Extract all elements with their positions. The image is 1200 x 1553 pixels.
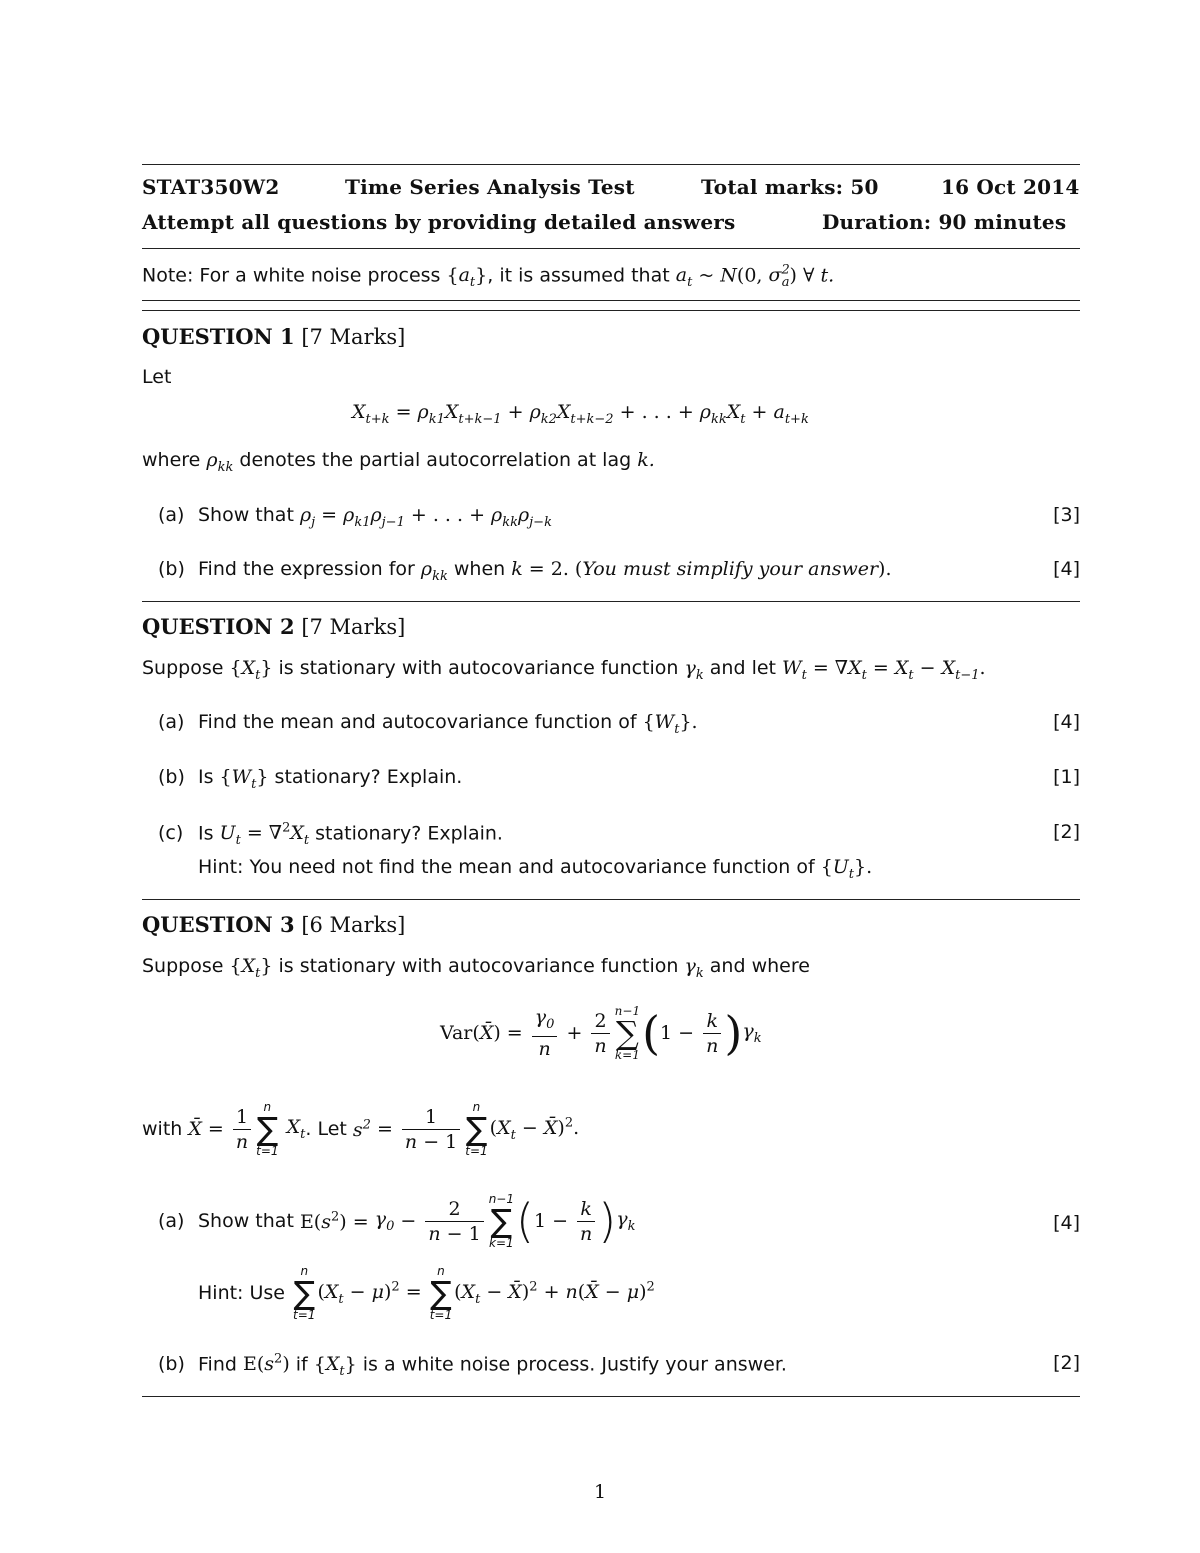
q3-marks: [6 Marks] xyxy=(301,913,406,937)
q2-b-marks: [1] xyxy=(1053,766,1080,788)
q3-hint-text: Hint: Use xyxy=(198,1282,292,1304)
q1-part-a: (a) Show that $\rho_j = \rho_{k1}\rho_{j-1}$ + . . . + $\rho_{kk}\rho_{j-k}$ xyxy=(158,504,552,530)
q1-b-marks: [4] xyxy=(1053,558,1080,580)
q3-part-b: (b) Find $E(s^2)$ if $\{X_t\}$ is a white noise process. Justify your answer. xyxy=(158,1352,787,1380)
q2-part-c: (c) Is $U_t = \nabla^2X_t$ stationary? Explain. xyxy=(158,821,503,849)
header-bottom-rule xyxy=(142,248,1080,249)
test-title: Time Series Analysis Test xyxy=(345,175,635,199)
total-marks: Total marks: 50 xyxy=(701,175,879,199)
q2-intro-prefix: Suppose xyxy=(142,657,230,679)
q2-intro: Suppose $\{X_t\}$ is stationary with autocovariance function $\gamma_k$ and let $W_t = \nabla X_t = X_t - X_{t-1}$. xyxy=(142,657,986,683)
q1-where-suffix: denotes the partial autocorrelation at lag xyxy=(233,449,638,471)
q2-c-hint-text: Hint: You need not find the mean and autocovariance function of xyxy=(198,856,821,878)
white-noise-note: Note: For a white noise process $\{a_t\}$, it is assumed that $a_t$ ~ N(0, $\sigma^2_a$) ∀ t. xyxy=(142,263,835,291)
q2-a-text: Find the mean and autocovariance function of xyxy=(198,711,643,733)
q2-end-rule xyxy=(142,899,1080,900)
q2-marks: [7 Marks] xyxy=(301,615,406,639)
q3-end-rule xyxy=(142,1396,1080,1397)
q1-b-emphasis: You must simplify your answer xyxy=(582,558,879,580)
q3-intro-mid: is stationary with autocovariance function xyxy=(272,955,685,977)
test-date: 16 Oct 2014 xyxy=(941,175,1080,199)
q3-heading: QUESTION 3 xyxy=(142,912,295,937)
q3-a-label: (a) xyxy=(158,1210,185,1232)
q3-a-hint: Hint: Use n ∑ t=1 $(X_t - \mu)^2$ = n ∑ t=1 ($X_t$ − X̄)$^2$ + n(X̄ − μ)$^2$ xyxy=(198,1264,655,1322)
q3-intro: Suppose $\{X_t\}$ is stationary with autocovariance function $\gamma_k$ and where xyxy=(142,955,810,981)
q1-b-label: (b) xyxy=(158,558,185,580)
q3-b-label: (b) xyxy=(158,1353,185,1376)
q2-intro-and: and let xyxy=(703,657,783,679)
page-number: 1 xyxy=(593,1481,607,1503)
note-prefix: Note: For a white noise process xyxy=(142,264,447,287)
question-2-title xyxy=(142,614,405,639)
question-3-title xyxy=(142,912,405,937)
q2-part-a: (a) Find the mean and autocovariance function of $\{W_t\}$. xyxy=(158,711,698,737)
q1-where: where $\rho_{kk}$ denotes the partial autocorrelation at lag k. xyxy=(142,449,655,475)
course-code: STAT350W2 xyxy=(142,175,280,199)
q1-equation: $X_{t+k} = \rho_{k1}X_{t+k-1} + \rho_{k2}X_{t+k-2}$ + . . . + $\rho_{kk}X_t + a_{t+k}$ xyxy=(352,401,809,427)
q3-variance-equation: Var(X̄) = $\frac{\gamma_0}{n}$ + $\frac{2}{n}$ n−1 ∑ k=1 (1 − $\frac{k}{n}$ )$\gamma_k$ xyxy=(440,1004,762,1062)
q3-b-text-pre: Find xyxy=(198,1353,243,1376)
q3-b-text-mid: if xyxy=(289,1353,314,1376)
q1-b-text: Find the expression for xyxy=(198,558,421,580)
q1-a-label: (a) xyxy=(158,504,185,526)
q3-a-marks: [4] xyxy=(1053,1212,1080,1234)
q2-intro-mid: is stationary with autocovariance function xyxy=(272,657,685,679)
q3-intro-prefix: Suppose xyxy=(142,955,230,977)
q3-let-text: . Let xyxy=(305,1118,353,1140)
q3-b-text-post: is a white noise process. Justify your answer. xyxy=(356,1353,787,1376)
q2-heading: QUESTION 2 xyxy=(142,614,295,639)
note-rule-2 xyxy=(142,310,1080,311)
q2-a-marks: [4] xyxy=(1053,711,1080,733)
q2-b-text-post: stationary? Explain. xyxy=(268,766,463,788)
question-1-title xyxy=(142,324,405,349)
q2-c-text-pre: Is xyxy=(198,822,220,845)
q2-c-marks: [2] xyxy=(1053,821,1080,843)
header-top-rule xyxy=(142,164,1080,165)
q3-a-text: Show that xyxy=(198,1210,300,1232)
q1-part-b: (b) Find the expression for $\rho_{kk}$ when k = 2. (You must simplify your answer). xyxy=(158,558,892,584)
note-middle: , it is assumed that xyxy=(487,264,676,287)
duration: Duration: 90 minutes xyxy=(822,210,1067,234)
q2-a-label: (a) xyxy=(158,711,185,733)
q3-with-text: with xyxy=(142,1118,189,1140)
q1-a-text: Show that xyxy=(198,504,300,526)
q3-part-a: (a) Show that $E(s^2) = \gamma_0$ − $\frac{2}{n - 1}$ n−1 ∑ k=1 (1 − $\frac{k}{n}$ )$\gamma_k$ xyxy=(158,1192,636,1250)
q2-part-b: (b) Is $\{W_t\}$ stationary? Explain. xyxy=(158,766,463,792)
q2-b-text-pre: Is xyxy=(198,766,220,788)
q2-c-hint: Hint: You need not find the mean and autocovariance function of $\{U_t\}$. xyxy=(198,856,873,882)
q3-definitions: with X̄ = $\frac{1}{n}$ n ∑ t=1 $X_t$. Let $s^2$ = $\frac{1}{n - 1}$ n ∑ t=1 ($X_t$ − X̄)$^2$. xyxy=(142,1100,580,1158)
q1-where-prefix: where xyxy=(142,449,207,471)
note-rule-1 xyxy=(142,300,1080,301)
q2-c-label: (c) xyxy=(158,822,184,845)
q1-b-when: when xyxy=(447,558,512,580)
q2-c-text-post: stationary? Explain. xyxy=(309,822,503,845)
q3-intro-end: and where xyxy=(703,955,810,977)
q1-intro: Let xyxy=(142,366,172,388)
q1-marks: [7 Marks] xyxy=(301,325,406,349)
q1-heading: QUESTION 1 xyxy=(142,324,295,349)
instruction: Attempt all questions by providing detailed answers xyxy=(142,210,736,234)
q3-b-marks: [2] xyxy=(1053,1352,1080,1374)
q2-b-label: (b) xyxy=(158,766,185,788)
q1-end-rule xyxy=(142,601,1080,602)
q1-a-marks: [3] xyxy=(1053,504,1080,526)
